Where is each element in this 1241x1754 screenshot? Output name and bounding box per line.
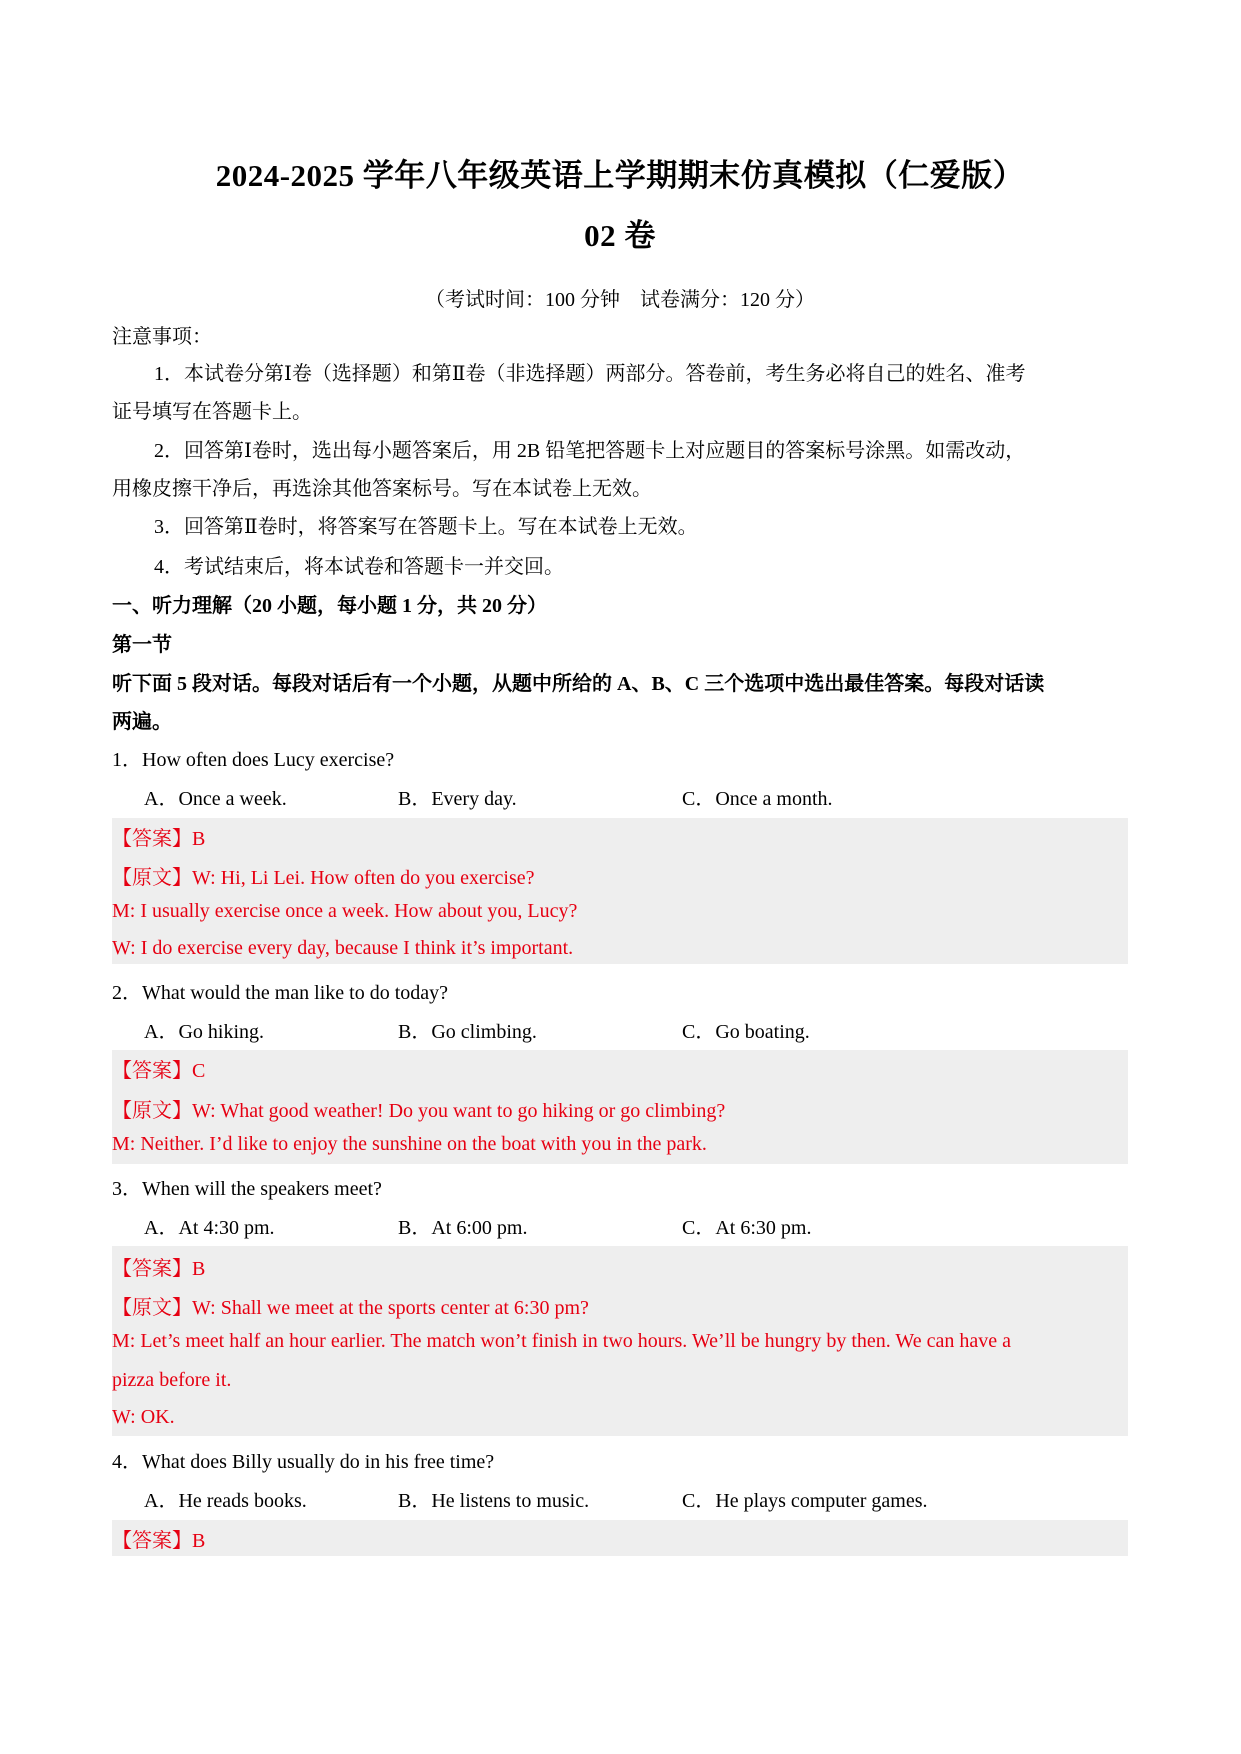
question-1-option-a: A．Once a week. — [144, 788, 287, 810]
notice-item-3: 3．回答第Ⅱ卷时，将答案写在答题卡上。写在本试卷上无效。 — [154, 516, 698, 538]
question-4-option-b: B．He listens to music. — [398, 1490, 590, 1512]
question-2-transcript-line: 【原文】W: What good weather! Do you want to go hiking or go climbing? — [112, 1100, 726, 1122]
question-3-option-c: C．At 6:30 pm. — [682, 1217, 812, 1239]
question-1-transcript-line: M: I usually exercise once a week. How about you, Lucy? — [112, 900, 578, 922]
question-3-option-a: A．At 4:30 pm. — [144, 1217, 275, 1239]
question-2-answer: 【答案】C — [112, 1060, 206, 1082]
question-1-option-c: C．Once a month. — [682, 788, 833, 810]
exam-info: （考试时间：100 分钟 试卷满分：120 分） — [425, 289, 815, 311]
exam-volume: 02 卷 — [584, 218, 656, 253]
question-1-stem: 1．How often does Lucy exercise? — [112, 749, 395, 771]
question-3-answer: 【答案】B — [112, 1258, 206, 1280]
question-3-stem: 3．When will the speakers meet? — [112, 1178, 382, 1200]
notice-item-4: 4．考试结束后，将本试卷和答题卡一并交回。 — [154, 556, 564, 578]
question-4-answer-box — [112, 1520, 1128, 1556]
question-4-stem: 4．What does Billy usually do in his free time? — [112, 1451, 495, 1473]
question-4-option-a: A．He reads books. — [144, 1490, 307, 1512]
question-1-answer: 【答案】B — [112, 828, 206, 850]
section-instruction-cont: 两遍。 — [112, 711, 172, 733]
question-1-transcript-line: W: I do exercise every day, because I think it’s important. — [112, 937, 574, 959]
question-2-option-b: B．Go climbing. — [398, 1021, 537, 1043]
exam-title: 2024-2025 学年八年级英语上学期期末仿真模拟（仁爱版） — [215, 158, 1025, 193]
question-2-option-a: A．Go hiking. — [144, 1021, 264, 1043]
section-heading: 一、听力理解（20 小题，每小题 1 分，共 20 分） — [112, 595, 547, 617]
question-3-transcript-line: pizza before it. — [112, 1369, 232, 1391]
section-instruction: 听下面 5 段对话。每段对话后有一个小题，从题中所给的 A、B、C 三个选项中选出最佳答案。每段对话读 — [112, 673, 1045, 695]
question-2-transcript-line: M: Neither. I’d like to enjoy the sunshine on the boat with you in the park. — [112, 1133, 707, 1155]
question-4-answer: 【答案】B — [112, 1530, 206, 1552]
notice-item-2: 2．回答第Ⅰ卷时，选出每小题答案后，用 2B 铅笔把答题卡上对应题目的答案标号涂黑。如需改动， — [154, 440, 1026, 462]
section-part: 第一节 — [112, 634, 172, 656]
question-3-option-b: B．At 6:00 pm. — [398, 1217, 528, 1239]
question-3-transcript-line: 【原文】W: Shall we meet at the sports center at 6:30 pm? — [112, 1297, 589, 1319]
notice-item-1: 1．本试卷分第Ⅰ卷（选择题）和第Ⅱ卷（非选择题）两部分。答卷前，考生务必将自己的姓名、准考 — [154, 363, 1026, 385]
notice-heading: 注意事项： — [112, 326, 212, 348]
question-1-option-b: B．Every day. — [398, 788, 517, 810]
question-3-transcript-line: W: OK. — [112, 1406, 175, 1428]
question-2-stem: 2．What would the man like to do today? — [112, 982, 449, 1004]
question-2-option-c: C．Go boating. — [682, 1021, 810, 1043]
question-4-option-c: C．He plays computer games. — [682, 1490, 928, 1512]
notice-item-1-cont: 证号填写在答题卡上。 — [112, 401, 312, 423]
question-3-transcript-line: M: Let’s meet half an hour earlier. The match won’t finish in two hours. We’ll be hungry by then. We can have a — [112, 1330, 1011, 1352]
question-1-transcript-line: 【原文】W: Hi, Li Lei. How often do you exercise? — [112, 867, 535, 889]
notice-item-2-cont: 用橡皮擦干净后，再选涂其他答案标号。写在本试卷上无效。 — [112, 478, 652, 500]
